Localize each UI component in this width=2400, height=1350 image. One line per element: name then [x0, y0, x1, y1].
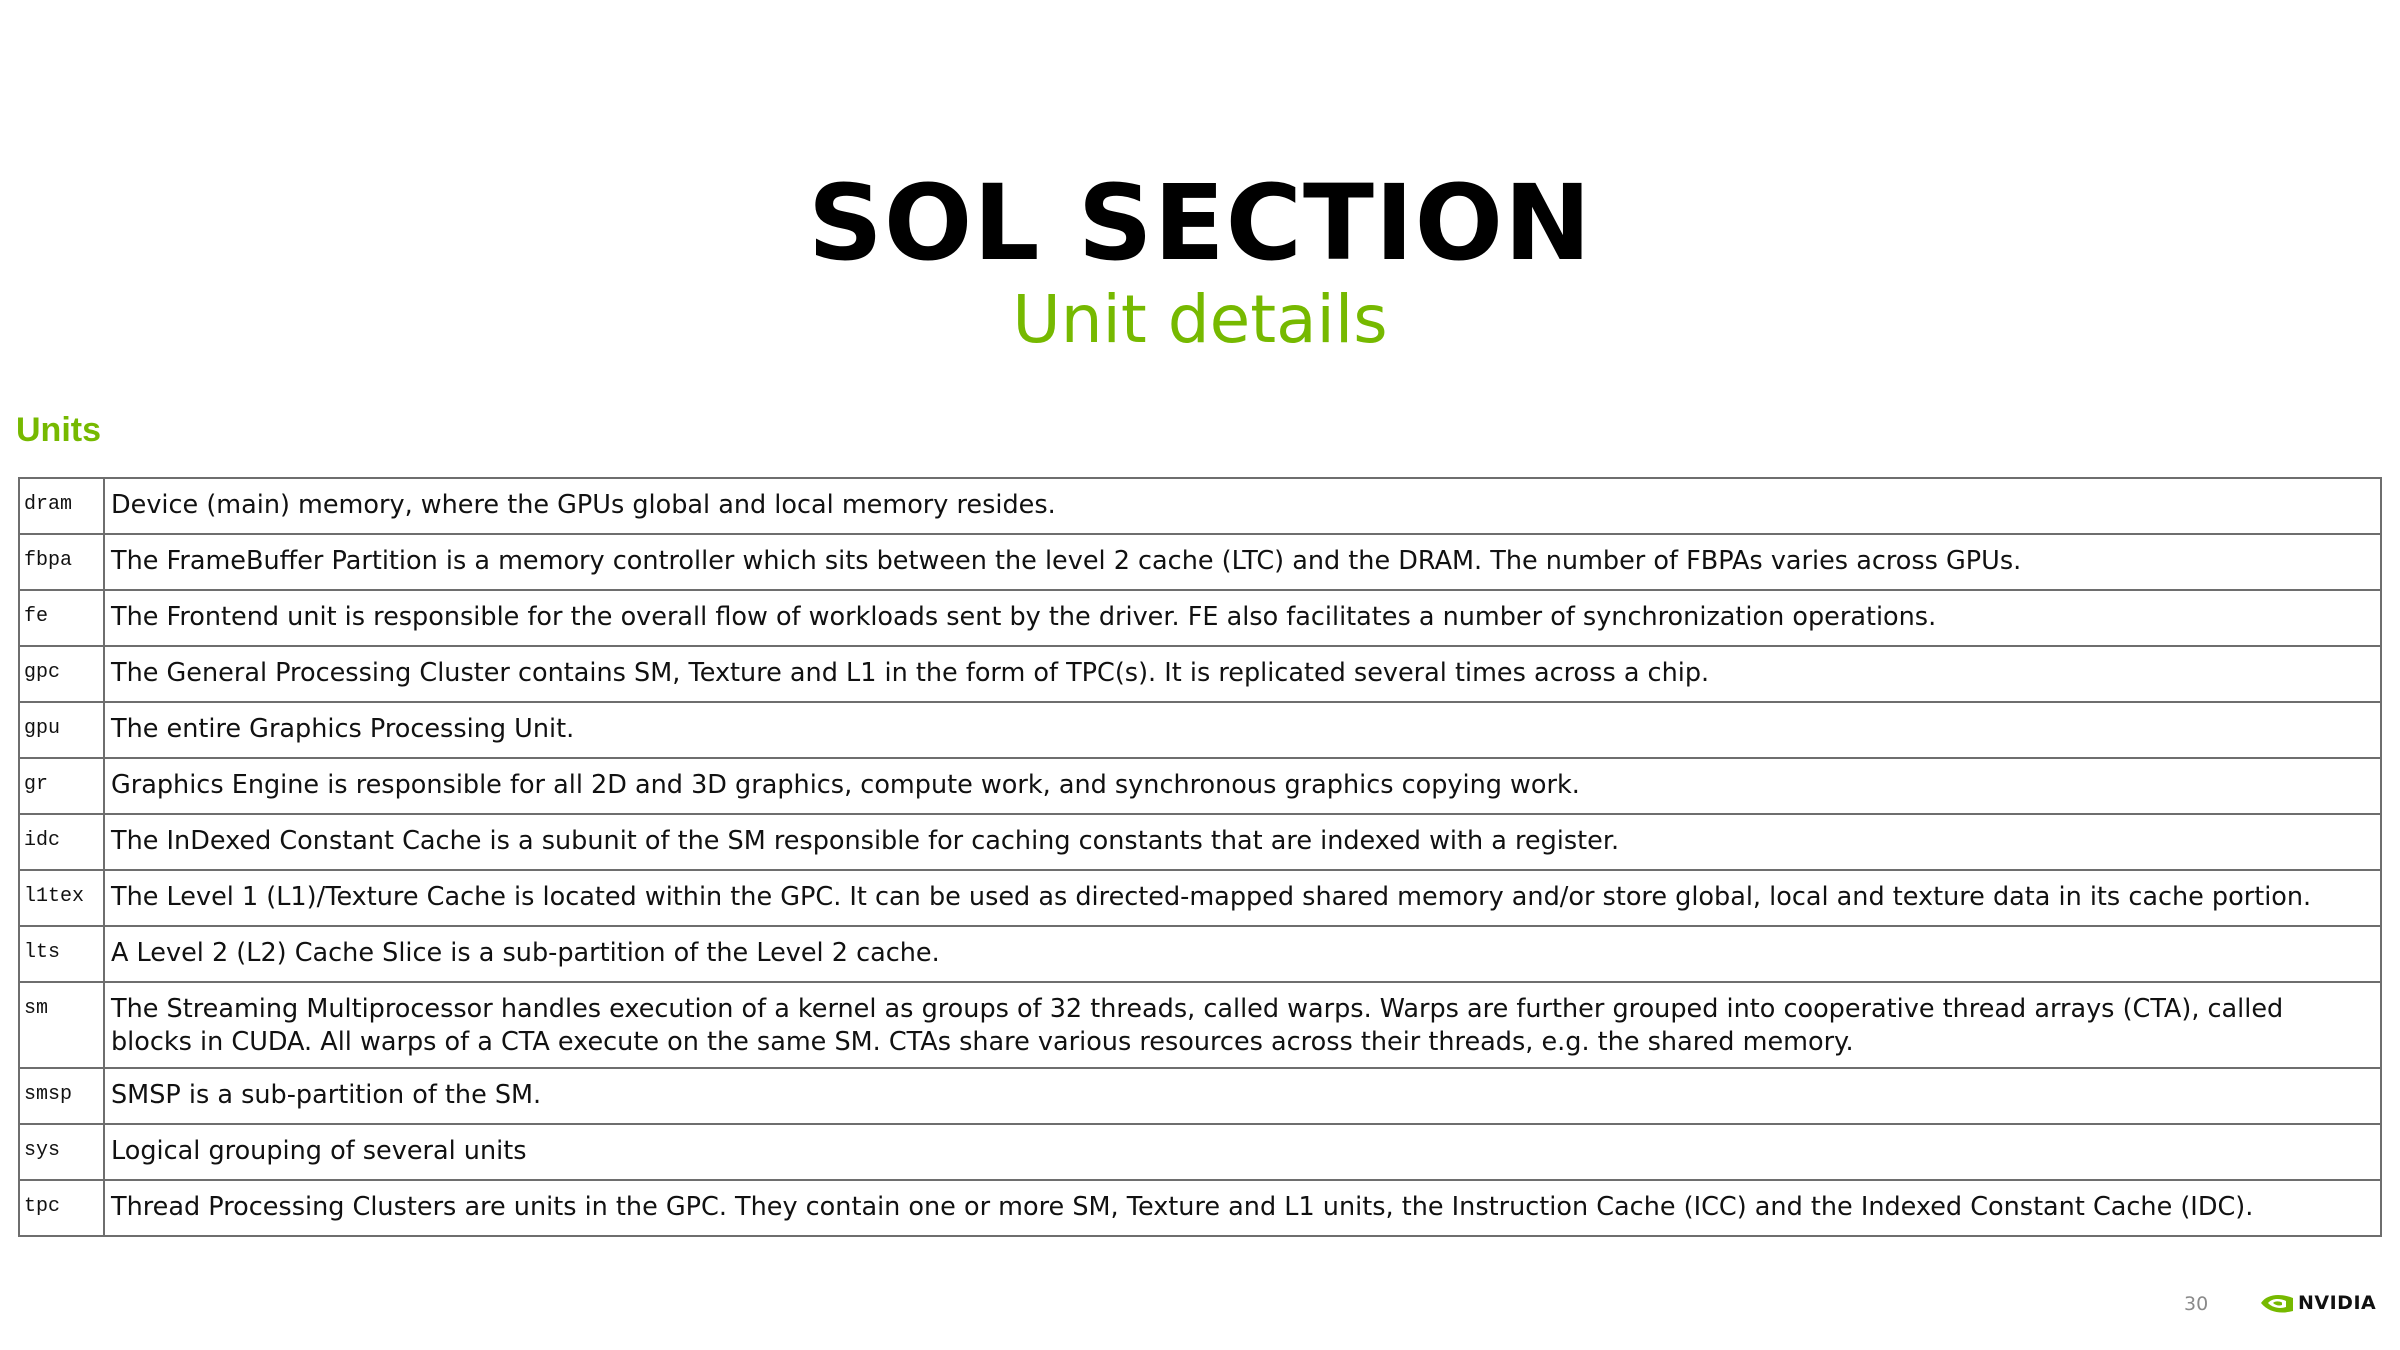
slide-subtitle: Unit details: [1012, 281, 1388, 358]
units-table-body: [19, 478, 2381, 1236]
table-row: [19, 590, 2381, 646]
unit-description-cell: The Level 1 (L1)/Texture Cache is located within the GPC. It can be used as directed-mapped shared memory and/or store global, local and texture data in its cache portion.: [104, 870, 2381, 926]
nvidia-logo: [2260, 1288, 2376, 1318]
table-row: [19, 870, 2381, 926]
table-row: [19, 982, 2381, 1068]
slide-title: SOL SECTION: [807, 162, 1593, 284]
unit-description-cell: The FrameBuffer Partition is a memory controller which sits between the level 2 cache (LTC) and the DRAM. The number of FBPAs varies across GPUs.: [104, 534, 2381, 590]
unit-code-cell: fbpa: [19, 534, 104, 590]
unit-code-cell: l1tex: [19, 870, 104, 926]
table-row: [19, 1068, 2381, 1124]
unit-description-cell: The Streaming Multiprocessor handles execution of a kernel as groups of 32 threads, called warps. Warps are further grouped into cooperative thread arrays (CTA), called blocks in CUDA. All warps of a CTA execute on the same SM. CTAs share various resources across their threads, e.g. the shared memory.: [104, 982, 2381, 1068]
unit-description-cell: Graphics Engine is responsible for all 2D and 3D graphics, compute work, and synchronous graphics copying work.: [104, 758, 2381, 814]
unit-code-cell: idc: [19, 814, 104, 870]
unit-code-cell: smsp: [19, 1068, 104, 1124]
unit-description-cell: The General Processing Cluster contains SM, Texture and L1 in the form of TPC(s). It is replicated several times across a chip.: [104, 646, 2381, 702]
logo-wordmark: NVIDIA: [2298, 1292, 2377, 1314]
unit-code-cell: gpc: [19, 646, 104, 702]
unit-description-cell: Thread Processing Clusters are units in the GPC. They contain one or more SM, Texture and L1 units, the Instruction Cache (ICC) and the Indexed Constant Cache (IDC).: [104, 1180, 2381, 1236]
page-number: 30: [2184, 1293, 2209, 1315]
unit-code-cell: sys: [19, 1124, 104, 1180]
unit-code-cell: sm: [19, 982, 104, 1068]
unit-code-cell: gr: [19, 758, 104, 814]
unit-description-cell: Device (main) memory, where the GPUs global and local memory resides.: [104, 478, 2381, 534]
nvidia-eye-icon: [2260, 1291, 2294, 1315]
unit-description-cell: SMSP is a sub-partition of the SM.: [104, 1068, 2381, 1124]
table-row: [19, 1180, 2381, 1236]
table-row: [19, 758, 2381, 814]
section-heading: Units: [16, 411, 101, 449]
table-row: [19, 478, 2381, 534]
table-row: [19, 646, 2381, 702]
unit-code-cell: lts: [19, 926, 104, 982]
table-row: [19, 926, 2381, 982]
unit-description-cell: The Frontend unit is responsible for the overall flow of workloads sent by the driver. FE also facilitates a number of synchronization operations.: [104, 590, 2381, 646]
table-row: [19, 534, 2381, 590]
unit-code-cell: gpu: [19, 702, 104, 758]
unit-code-cell: fe: [19, 590, 104, 646]
table-row: [19, 814, 2381, 870]
table-row: [19, 1124, 2381, 1180]
unit-description-cell: A Level 2 (L2) Cache Slice is a sub-partition of the Level 2 cache.: [104, 926, 2381, 982]
unit-description-cell: The entire Graphics Processing Unit.: [104, 702, 2381, 758]
unit-description-cell: The InDexed Constant Cache is a subunit of the SM responsible for caching constants that are indexed with a register.: [104, 814, 2381, 870]
unit-code-cell: tpc: [19, 1180, 104, 1236]
units-table: [18, 477, 2382, 1237]
unit-description-cell: Logical grouping of several units: [104, 1124, 2381, 1180]
unit-code-cell: dram: [19, 478, 104, 534]
table-row: [19, 702, 2381, 758]
